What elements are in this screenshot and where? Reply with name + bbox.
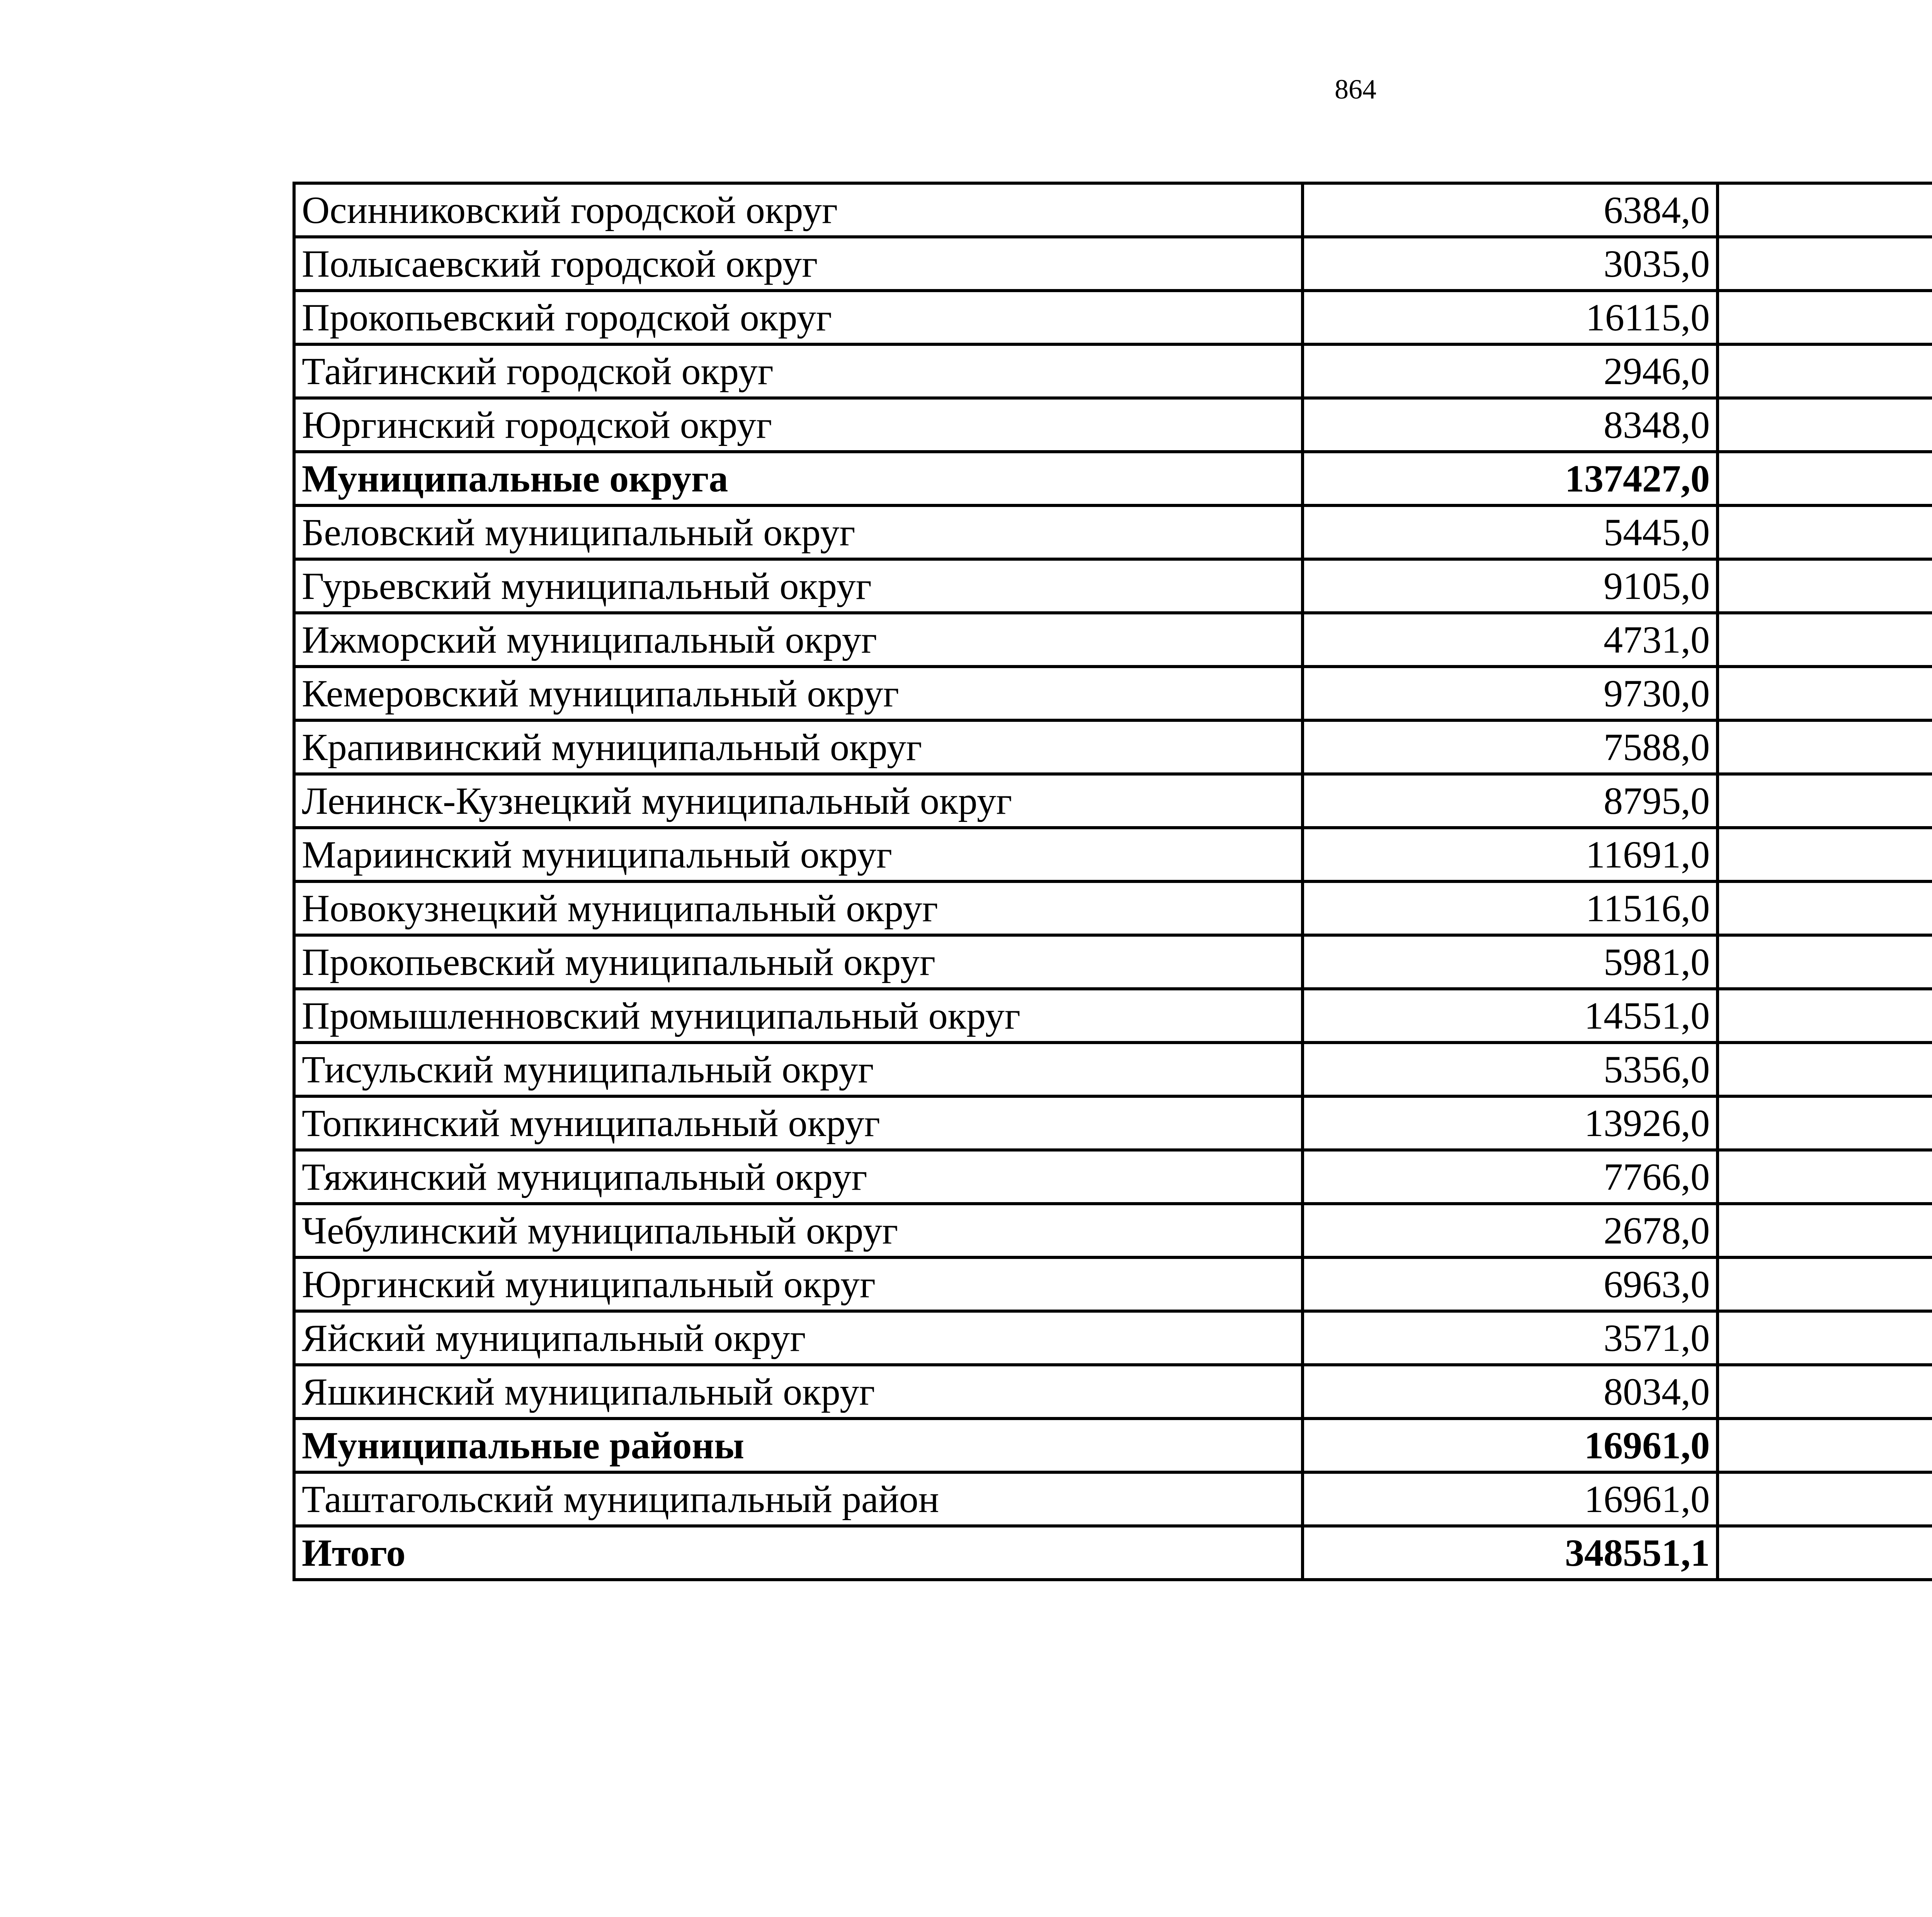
amount-cell-2	[1718, 452, 1932, 505]
row-name-cell: Промышленновский муниципальный округ	[294, 989, 1303, 1043]
amount-cell-1: 5981,0	[1303, 935, 1718, 989]
amount-cell-1: 3035,0	[1303, 237, 1718, 291]
row-name-cell: Прокопьевский городской округ	[294, 291, 1303, 344]
amount-cell-1: 6963,0	[1303, 1257, 1718, 1311]
table-row	[294, 667, 1932, 720]
table-subtotal-row	[294, 1419, 1932, 1472]
amount-cell-2	[1718, 505, 1932, 559]
row-name-cell: Ленинск-Кузнецкий муниципальный округ	[294, 774, 1303, 828]
table-row	[294, 989, 1932, 1043]
row-name-cell: Новокузнецкий муниципальный округ	[294, 881, 1303, 935]
row-name-cell: Юргинский муниципальный округ	[294, 1257, 1303, 1311]
row-name-cell: Прокопьевский муниципальный округ	[294, 935, 1303, 989]
amount-cell-1: 348551,1	[1303, 1526, 1718, 1580]
table-row	[294, 505, 1932, 559]
amount-cell-2	[1718, 935, 1932, 989]
amount-cell-2	[1718, 881, 1932, 935]
amount-cell-2	[1718, 398, 1932, 452]
amount-cell-1: 3571,0	[1303, 1311, 1718, 1365]
amount-cell-1: 5445,0	[1303, 505, 1718, 559]
amount-cell-1: 5356,0	[1303, 1043, 1718, 1096]
table-row	[294, 559, 1932, 613]
amount-cell-1: 16115,0	[1303, 291, 1718, 344]
table-row	[294, 828, 1932, 881]
amount-cell-2	[1718, 559, 1932, 613]
row-name-cell: Осинниковский городской округ	[294, 183, 1303, 237]
row-name-cell: Таштагольский муниципальный район	[294, 1472, 1303, 1526]
row-name-cell: Итого	[294, 1526, 1303, 1580]
amount-cell-1: 8795,0	[1303, 774, 1718, 828]
amount-cell-2	[1718, 1419, 1932, 1472]
amount-cell-2	[1718, 774, 1932, 828]
row-name-cell: Крапивинский муниципальный округ	[294, 720, 1303, 774]
row-name-cell: Яшкинский муниципальный округ	[294, 1365, 1303, 1419]
table-row	[294, 774, 1932, 828]
row-name-cell: Тисульский муниципальный округ	[294, 1043, 1303, 1096]
row-name-cell: Муниципальные районы	[294, 1419, 1303, 1472]
table-row	[294, 1257, 1932, 1311]
amount-cell-2	[1718, 720, 1932, 774]
amount-cell-1: 2946,0	[1303, 344, 1718, 398]
amount-cell-2	[1718, 1526, 1932, 1580]
table-row	[294, 1472, 1932, 1526]
amount-cell-1: 16961,0	[1303, 1419, 1718, 1472]
amount-cell-1: 137427,0	[1303, 452, 1718, 505]
table-row	[294, 935, 1932, 989]
amount-cell-2	[1718, 1257, 1932, 1311]
table-row	[294, 344, 1932, 398]
row-name-cell: Кемеровский муниципальный округ	[294, 667, 1303, 720]
amount-cell-1: 6384,0	[1303, 183, 1718, 237]
amount-cell-2	[1718, 1150, 1932, 1204]
table-row	[294, 1150, 1932, 1204]
amount-cell-1: 4731,0	[1303, 613, 1718, 667]
table-row	[294, 1096, 1932, 1150]
amount-cell-2	[1718, 828, 1932, 881]
page-number: 864	[1335, 74, 1376, 105]
table-subtotal-row	[294, 1526, 1932, 1580]
amount-cell-2	[1718, 667, 1932, 720]
amount-cell-1: 11691,0	[1303, 828, 1718, 881]
row-name-cell: Тайгинский городской округ	[294, 344, 1303, 398]
amount-cell-1: 9730,0	[1303, 667, 1718, 720]
table-row	[294, 881, 1932, 935]
row-name-cell: Юргинский городской округ	[294, 398, 1303, 452]
amount-cell-2	[1718, 344, 1932, 398]
budget-table	[293, 182, 1932, 1581]
row-name-cell: Яйский муниципальный округ	[294, 1311, 1303, 1365]
table-row	[294, 291, 1932, 344]
amount-cell-2	[1718, 1472, 1932, 1526]
table-row	[294, 237, 1932, 291]
amount-cell-2	[1718, 183, 1932, 237]
amount-cell-1: 16961,0	[1303, 1472, 1718, 1526]
table-row	[294, 1043, 1932, 1096]
table-row	[294, 720, 1932, 774]
table-row	[294, 613, 1932, 667]
row-name-cell: Беловский муниципальный округ	[294, 505, 1303, 559]
amount-cell-1: 8034,0	[1303, 1365, 1718, 1419]
amount-cell-2	[1718, 1204, 1932, 1257]
amount-cell-1: 8348,0	[1303, 398, 1718, 452]
amount-cell-1: 7588,0	[1303, 720, 1718, 774]
row-name-cell: Муниципальные округа	[294, 452, 1303, 505]
row-name-cell: Тяжинский муниципальный округ	[294, 1150, 1303, 1204]
table-body	[294, 183, 1932, 1580]
amount-cell-1: 9105,0	[1303, 559, 1718, 613]
row-name-cell: Полысаевский городской округ	[294, 237, 1303, 291]
table-row	[294, 1365, 1932, 1419]
amount-cell-2	[1718, 613, 1932, 667]
amount-cell-1: 13926,0	[1303, 1096, 1718, 1150]
amount-cell-2	[1718, 1311, 1932, 1365]
row-name-cell: Топкинский муниципальный округ	[294, 1096, 1303, 1150]
table-row	[294, 398, 1932, 452]
table-row	[294, 1311, 1932, 1365]
amount-cell-2	[1718, 291, 1932, 344]
amount-cell-2	[1718, 237, 1932, 291]
table-subtotal-row	[294, 452, 1932, 505]
amount-cell-1: 14551,0	[1303, 989, 1718, 1043]
amount-cell-2	[1718, 1043, 1932, 1096]
amount-cell-1: 11516,0	[1303, 881, 1718, 935]
row-name-cell: Чебулинский муниципальный округ	[294, 1204, 1303, 1257]
row-name-cell: Ижморский муниципальный округ	[294, 613, 1303, 667]
amount-cell-2	[1718, 989, 1932, 1043]
amount-cell-2	[1718, 1096, 1932, 1150]
amount-cell-1: 2678,0	[1303, 1204, 1718, 1257]
amount-cell-1: 7766,0	[1303, 1150, 1718, 1204]
table-row	[294, 183, 1932, 237]
amount-cell-2	[1718, 1365, 1932, 1419]
table-row	[294, 1204, 1932, 1257]
row-name-cell: Гурьевский муниципальный округ	[294, 559, 1303, 613]
row-name-cell: Мариинский муниципальный округ	[294, 828, 1303, 881]
